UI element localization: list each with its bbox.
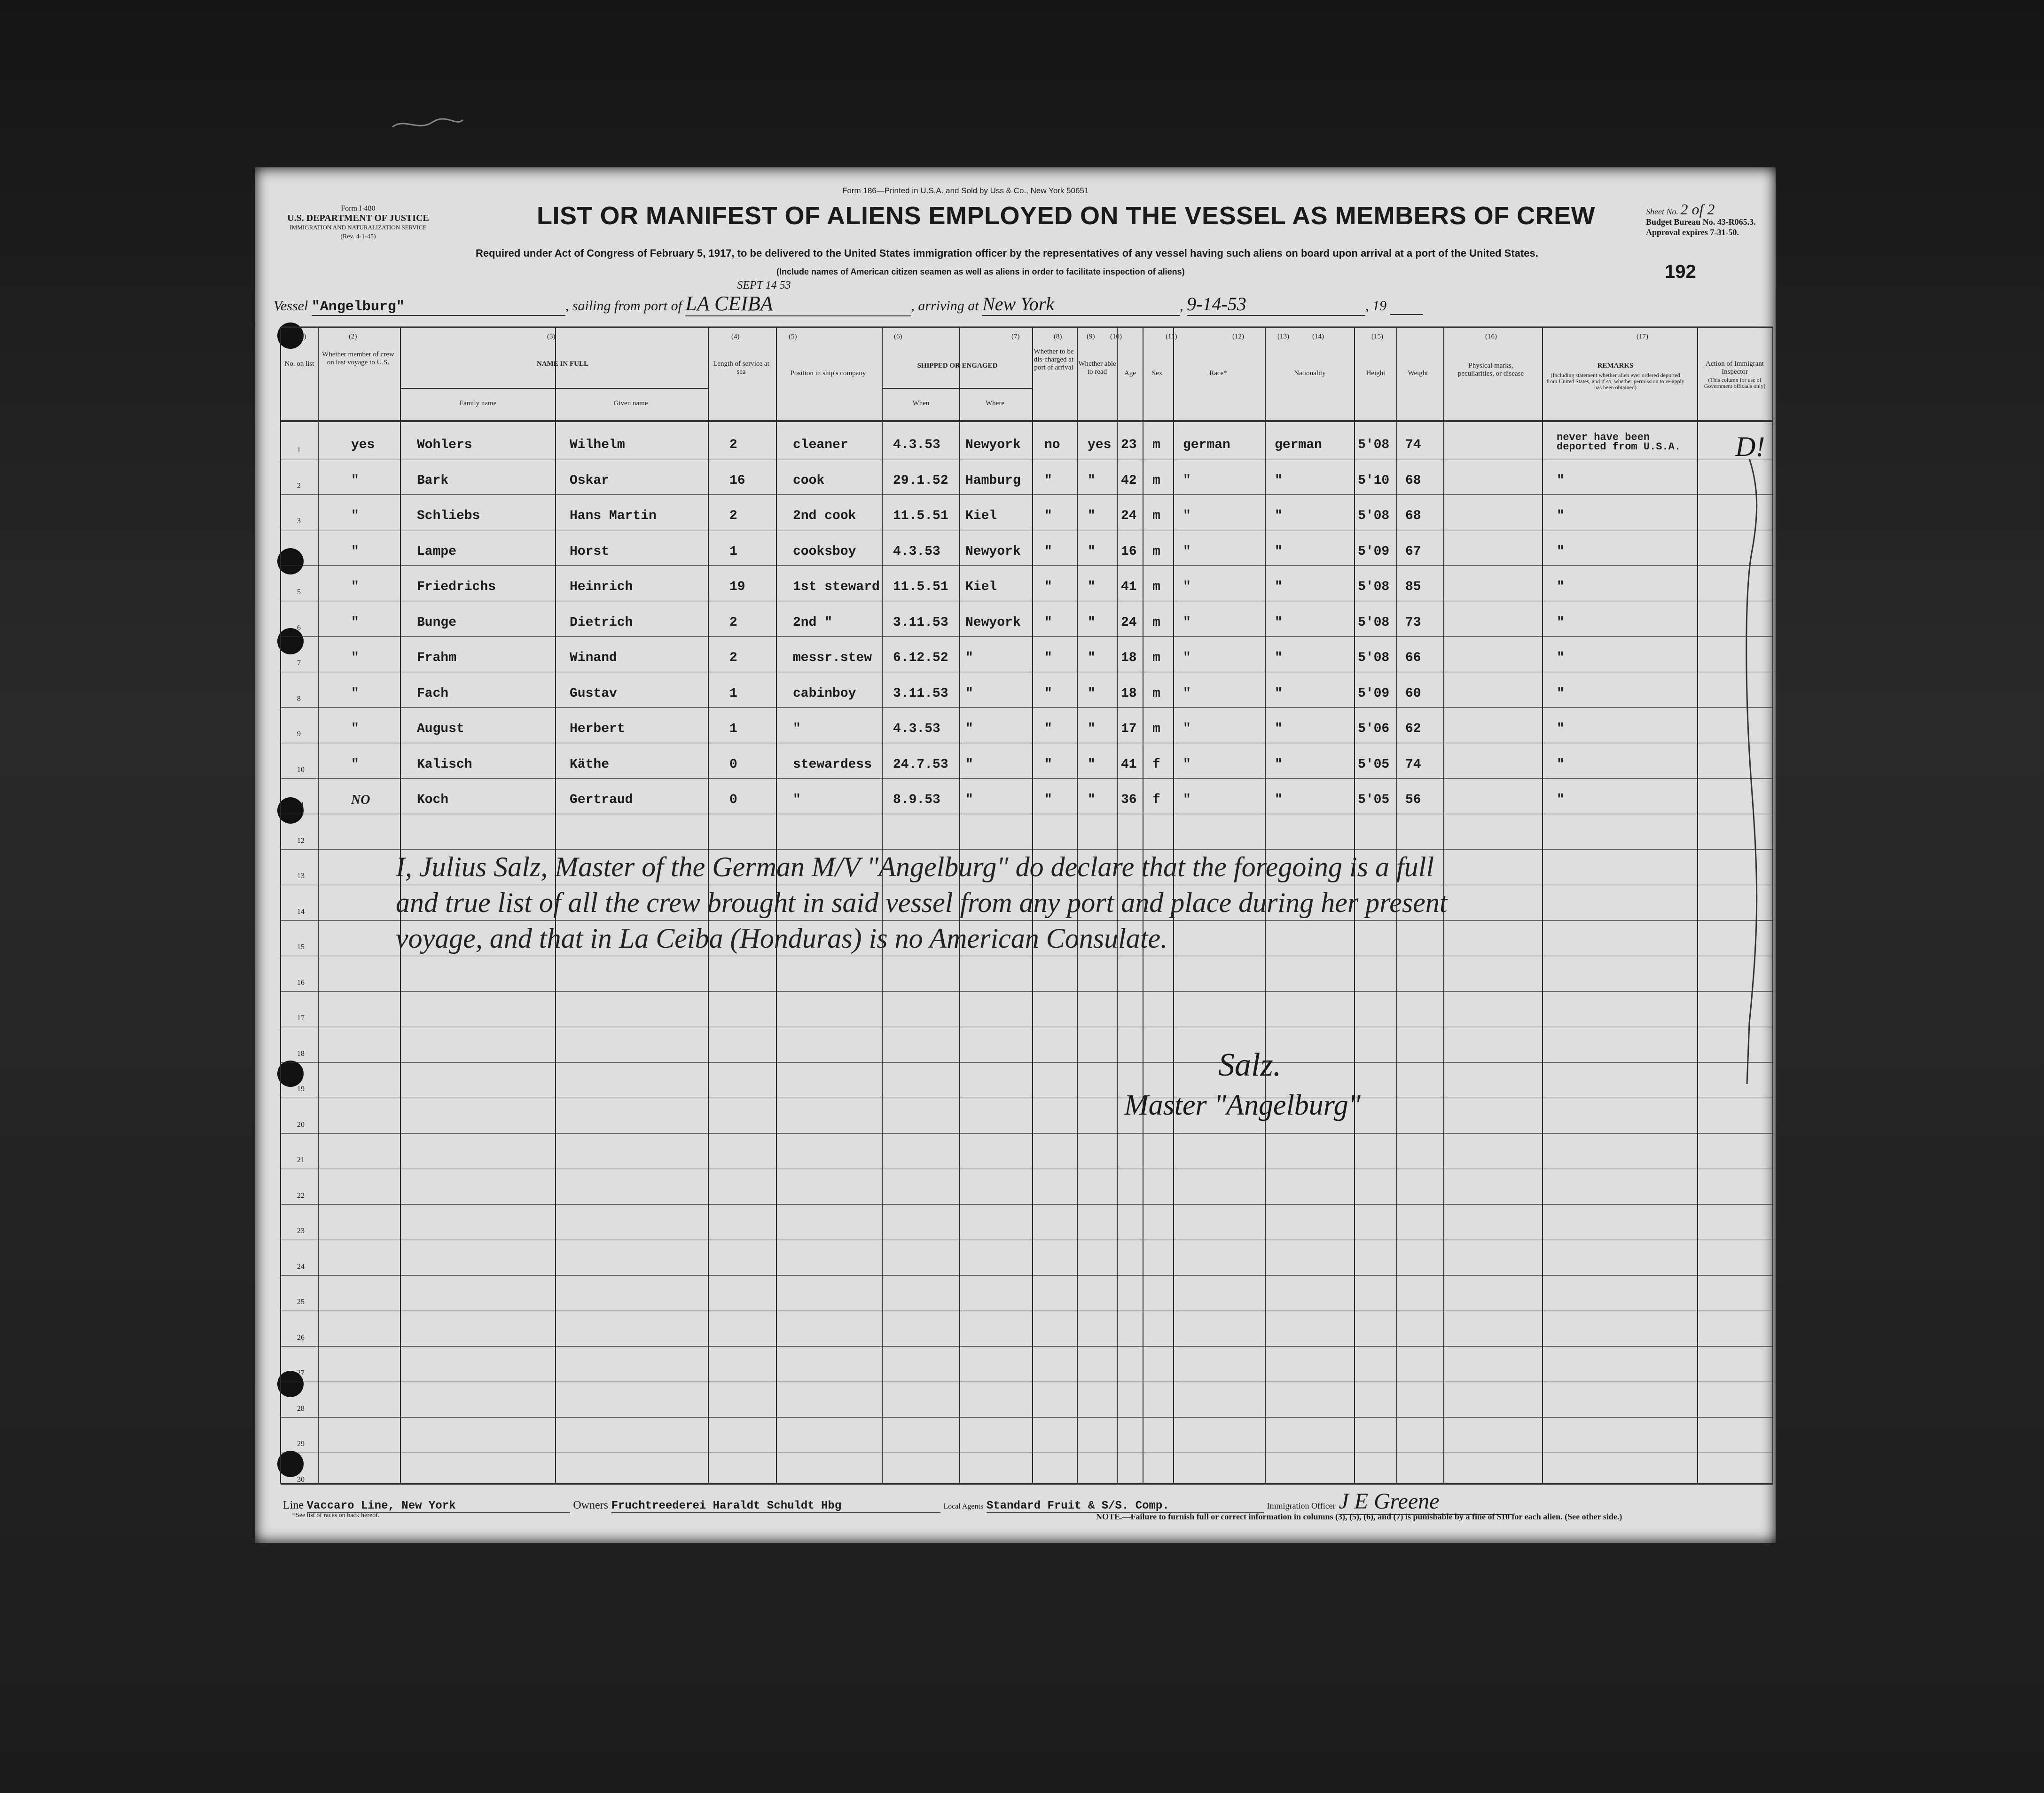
budget-number: Budget Bureau No. 43-R065.3.: [1646, 217, 1756, 227]
page-number: 192: [1665, 261, 1696, 282]
cell-position: cooksboy: [793, 544, 856, 559]
cell-service-length: 2: [729, 615, 737, 630]
race-note: *See list of races on back hereof.: [292, 1512, 380, 1519]
cell-remarks: ": [1557, 544, 1565, 559]
header-height: Height: [1366, 370, 1386, 377]
cell-race: ": [1183, 757, 1191, 772]
cell-age: 42: [1121, 473, 1137, 488]
approval-expiry: Approval expires 7-31-50.: [1646, 228, 1739, 237]
cell-age: 41: [1121, 580, 1137, 594]
cell-family-name: August: [417, 722, 464, 736]
row-number: 6: [297, 623, 301, 632]
header-inspector-action: Action of Immigrant Inspector: [1705, 360, 1764, 376]
cell-weight: 60: [1405, 686, 1421, 701]
cell-age: 36: [1121, 793, 1137, 807]
year-label: 19: [1372, 298, 1387, 314]
col-num-8: (8): [1054, 333, 1062, 340]
cell-sex: f: [1152, 757, 1160, 772]
row-number: 17: [297, 1014, 305, 1022]
manifest-sheet: [255, 167, 1776, 1543]
col-num-2: (2): [349, 333, 357, 340]
row-number: 1: [297, 446, 301, 454]
row-number: 11: [297, 801, 305, 809]
cell-last-voyage: ": [351, 544, 359, 559]
printer-line: Form 186—Printed in U.S.A. and Sold by Uss & Co., New York 50651: [842, 186, 1089, 195]
col-num-11: (11): [1166, 333, 1177, 340]
sheet-label: Sheet No.: [1646, 207, 1678, 216]
col-num-6: (6): [894, 333, 902, 340]
cell-weight: 73: [1405, 615, 1421, 630]
inspector-mark: D!: [1735, 431, 1765, 462]
row-number: 8: [297, 694, 301, 703]
cell-position: cleaner: [793, 438, 848, 452]
cell-able-to-read: ": [1088, 473, 1096, 488]
row-number: 27: [297, 1369, 305, 1377]
cell-shipped-when: 4.3.53: [893, 544, 940, 559]
cell-weight: 66: [1405, 651, 1421, 665]
vessel-line: Vessel "Angelburg" , sailing from port of LA CEIBA SEPT 14 53 , arriving at New York , 9-14-53 , 19: [274, 291, 1423, 316]
cell-height: 5'08: [1358, 651, 1390, 665]
cell-service-length: 1: [729, 722, 737, 736]
cell-weight: 62: [1405, 722, 1421, 736]
cell-height: 5'09: [1358, 686, 1390, 701]
cell-race: ": [1183, 651, 1191, 665]
cell-shipped-where: Newyork: [965, 544, 1021, 559]
row-number: 22: [297, 1191, 305, 1200]
header-remarks-note: (Including statement whether alien ever ordered deported from United States, and if so, whether permission to re-apply has been obtained): [1546, 372, 1684, 391]
cell-shipped-where: Newyork: [965, 438, 1021, 452]
cell-service-length: 2: [729, 651, 737, 665]
row-number: 4: [297, 552, 301, 561]
cell-able-to-read: ": [1088, 509, 1096, 523]
cell-weight: 68: [1405, 473, 1421, 488]
cell-discharged: ": [1044, 580, 1052, 594]
cell-sex: m: [1152, 509, 1160, 523]
cell-able-to-read: ": [1088, 686, 1096, 701]
cell-family-name: Friedrichs: [417, 580, 496, 594]
cell-discharged: ": [1044, 793, 1052, 807]
cell-last-voyage: ": [351, 686, 359, 701]
cell-shipped-where: ": [965, 651, 973, 665]
col-num-17: (17): [1637, 333, 1648, 340]
header-given-name: Given name: [613, 400, 648, 407]
cell-given-name: Gertraud: [570, 793, 633, 807]
owners-label: Owners: [573, 1499, 608, 1511]
arrival-port: New York: [982, 293, 1180, 316]
agents-label: Local Agents: [943, 1502, 984, 1510]
row-number: 12: [297, 836, 305, 845]
stray-pen-mark: [390, 113, 465, 136]
row-number: 19: [297, 1085, 305, 1093]
cell-service-length: 0: [729, 793, 737, 807]
cell-able-to-read: ": [1088, 615, 1096, 630]
col-num-7: (7): [1011, 333, 1020, 340]
cell-race: ": [1183, 580, 1191, 594]
header-inspector-note: (This column for use of Government officials only): [1704, 377, 1766, 389]
row-number: 14: [297, 907, 305, 916]
cell-family-name: Bunge: [417, 615, 457, 630]
cell-weight: 56: [1405, 793, 1421, 807]
cell-family-name: Frahm: [417, 651, 457, 665]
service-name: IMMIGRATION AND NATURALIZATION SERVICE: [290, 224, 427, 231]
cell-shipped-where: ": [965, 793, 973, 807]
cell-shipped-where: ": [965, 722, 973, 736]
cell-height: 5'06: [1358, 722, 1390, 736]
header-weight: Weight: [1408, 370, 1428, 377]
cell-remarks: never have been deported from U.S.A.: [1557, 432, 1681, 453]
cell-last-voyage: ": [351, 473, 359, 488]
header-physical-marks: Physical marks, peculiarities, or disease: [1457, 362, 1524, 377]
department-name: U.S. DEPARTMENT OF JUSTICE: [287, 213, 429, 223]
cell-service-length: 0: [729, 757, 737, 772]
col-num-14: (14): [1312, 333, 1324, 340]
cell-service-length: 2: [729, 509, 737, 523]
row-number: 5: [297, 588, 301, 596]
cell-race: ": [1183, 544, 1191, 559]
cell-age: 23: [1121, 438, 1137, 452]
sailing-label: sailing from port of: [572, 298, 682, 314]
cell-last-voyage: ": [351, 651, 359, 665]
cell-service-length: 1: [729, 544, 737, 559]
cell-given-name: Wilhelm: [570, 438, 625, 452]
cell-nationality: ": [1275, 473, 1283, 488]
cell-able-to-read: ": [1088, 757, 1096, 772]
cell-position: cook: [793, 473, 825, 488]
cell-height: 5'10: [1358, 473, 1390, 488]
row-number: 3: [297, 517, 301, 525]
header-where: Where: [986, 400, 1004, 407]
header-age: Age: [1124, 370, 1136, 377]
cell-last-voyage: NO: [351, 793, 370, 807]
cell-race: ": [1183, 615, 1191, 630]
cell-position: 2nd ": [793, 615, 833, 630]
vessel-label: Vessel: [274, 298, 308, 314]
cell-remarks: ": [1557, 651, 1565, 665]
cell-sex: m: [1152, 722, 1160, 736]
cell-discharged: ": [1044, 473, 1052, 488]
cell-weight: 67: [1405, 544, 1421, 559]
row-number: 9: [297, 730, 301, 738]
cell-discharged: ": [1044, 757, 1052, 772]
cell-shipped-when: 3.11.53: [893, 615, 948, 630]
cell-nationality: german: [1275, 438, 1322, 452]
cell-shipped-where: Kiel: [965, 580, 997, 594]
cell-service-length: 1: [729, 686, 737, 701]
cell-age: 17: [1121, 722, 1137, 736]
cell-given-name: Heinrich: [570, 580, 633, 594]
cell-family-name: Bark: [417, 473, 449, 488]
header-when: When: [912, 400, 930, 407]
row-number: 28: [297, 1404, 305, 1413]
inspector-bracket: [1731, 459, 1768, 1089]
cell-height: 5'09: [1358, 544, 1390, 559]
header-race: Race*: [1209, 370, 1227, 377]
cell-service-length: 16: [729, 473, 745, 488]
subtitle-note: (Include names of American citizen seamen as well as aliens in order to facilitate inspection of aliens): [776, 267, 1185, 276]
cell-race: ": [1183, 473, 1191, 488]
cell-position: cabinboy: [793, 686, 856, 701]
cell-last-voyage: ": [351, 615, 359, 630]
cell-shipped-when: 24.7.53: [893, 757, 948, 772]
cell-shipped-when: 29.1.52: [893, 473, 948, 488]
cell-last-voyage: ": [351, 509, 359, 523]
cell-age: 18: [1121, 686, 1137, 701]
cell-race: ": [1183, 509, 1191, 523]
cell-remarks: ": [1557, 793, 1565, 807]
row-number: 30: [297, 1475, 305, 1484]
cell-nationality: ": [1275, 722, 1283, 736]
line-label: Line: [283, 1499, 304, 1511]
cell-sex: m: [1152, 651, 1160, 665]
cell-height: 5'08: [1358, 580, 1390, 594]
cell-shipped-when: 11.5.51: [893, 580, 948, 594]
row-number: 7: [297, 659, 301, 667]
cell-discharged: ": [1044, 509, 1052, 523]
cell-age: 24: [1121, 615, 1137, 630]
cell-family-name: Koch: [417, 793, 449, 807]
cell-discharged: ": [1044, 722, 1052, 736]
row-number: 15: [297, 943, 305, 951]
master-signature: Salz.: [1218, 1047, 1282, 1083]
arrival-stamp: SEPT 14 53: [737, 279, 791, 291]
col-num-12: (12): [1232, 333, 1244, 340]
cell-able-to-read: ": [1088, 793, 1096, 807]
cell-position: ": [793, 722, 801, 736]
arrival-date: 9-14-53: [1187, 293, 1365, 316]
cell-able-to-read: ": [1088, 544, 1096, 559]
cell-able-to-read: ": [1088, 651, 1096, 665]
cell-family-name: Wohlers: [417, 438, 472, 452]
row-number: 24: [297, 1262, 305, 1271]
cell-position: ": [793, 793, 801, 807]
cell-shipped-where: ": [965, 757, 973, 772]
cell-discharged: ": [1044, 615, 1052, 630]
row-number: 13: [297, 872, 305, 880]
revision: (Rev. 4-1-45): [340, 233, 376, 240]
cell-shipped-when: 4.3.53: [893, 722, 940, 736]
cell-weight: 74: [1405, 438, 1421, 452]
cell-able-to-read: ": [1088, 722, 1096, 736]
cell-last-voyage: ": [351, 722, 359, 736]
cell-remarks: ": [1557, 757, 1565, 772]
cell-sex: m: [1152, 473, 1160, 488]
page-title: LIST OR MANIFEST OF ALIENS EMPLOYED ON THE VESSEL AS MEMBERS OF CREW: [537, 202, 1596, 230]
cell-height: 5'08: [1358, 509, 1390, 523]
cell-nationality: ": [1275, 580, 1283, 594]
row-number: 21: [297, 1156, 305, 1164]
header-discharged: Whether to be dis-charged at port of arrival: [1034, 348, 1074, 371]
col-num-15: (15): [1371, 333, 1383, 340]
cell-weight: 85: [1405, 580, 1421, 594]
row-number: 25: [297, 1298, 305, 1306]
departure-port-value: LA CEIBA: [685, 292, 773, 315]
cell-given-name: Dietrich: [570, 615, 633, 630]
col-num-5: (5): [789, 333, 797, 340]
cell-family-name: Kalisch: [417, 757, 472, 772]
cell-nationality: ": [1275, 686, 1283, 701]
cell-last-voyage: ": [351, 580, 359, 594]
row-number: 16: [297, 978, 305, 987]
cell-last-voyage: yes: [351, 438, 375, 452]
cell-sex: m: [1152, 438, 1160, 452]
row-number: 20: [297, 1120, 305, 1129]
col-num-9: (9): [1087, 333, 1095, 340]
cell-remarks: ": [1557, 615, 1565, 630]
row-number: 10: [297, 765, 305, 774]
penalty-note: NOTE.—Failure to furnish full or correct information in columns (3), (5), (6), and (7) is punishable by a fine of $10 for each alien. (See other side.): [1096, 1512, 1622, 1521]
cell-remarks: ": [1557, 473, 1565, 488]
col-num-4: (4): [731, 333, 740, 340]
cell-age: 18: [1121, 651, 1137, 665]
cell-nationality: ": [1275, 509, 1283, 523]
owners-value: Fruchtreederei Haraldt Schuldt Hbg: [611, 1500, 940, 1513]
cell-given-name: Hans Martin: [570, 509, 657, 523]
form-id: Form I-480: [341, 204, 376, 212]
cell-nationality: ": [1275, 615, 1283, 630]
line-value: Vaccaro Line, New York: [307, 1500, 570, 1513]
cell-able-to-read: ": [1088, 580, 1096, 594]
cell-family-name: Lampe: [417, 544, 457, 559]
col-num-3: (3): [547, 333, 556, 340]
cell-race: ": [1183, 793, 1191, 807]
cell-age: 41: [1121, 757, 1137, 772]
cell-sex: m: [1152, 544, 1160, 559]
cell-position: messr.stew: [793, 651, 872, 665]
row-number: 23: [297, 1227, 305, 1235]
cell-position: 1st steward: [793, 580, 880, 594]
cell-shipped-where: Kiel: [965, 509, 997, 523]
cell-height: 5'08: [1358, 615, 1390, 630]
cell-shipped-when: 4.3.53: [893, 438, 940, 452]
cell-race: ": [1183, 722, 1191, 736]
cell-weight: 68: [1405, 509, 1421, 523]
vessel-name: "Angelburg": [312, 299, 565, 316]
cell-remarks: ": [1557, 509, 1565, 523]
cell-height: 5'05: [1358, 757, 1390, 772]
subtitle: Required under Act of Congress of February 5, 1917, to be delivered to the United States immigration officer by the representatives of any vessel having such aliens on board upon arrival at a port of the United States.: [476, 247, 1538, 259]
cell-age: 16: [1121, 544, 1137, 559]
cell-weight: 74: [1405, 757, 1421, 772]
col-num-10: (10): [1110, 333, 1122, 340]
cell-height: 5'05: [1358, 793, 1390, 807]
cell-sex: f: [1152, 793, 1160, 807]
cell-remarks: ": [1557, 722, 1565, 736]
cell-able-to-read: yes: [1088, 438, 1112, 452]
header-family-name: Family name: [459, 400, 497, 407]
header-last-voyage: Whether member of crew on last voyage to U.S.: [322, 351, 394, 366]
header-position: Position in ship's company: [790, 370, 866, 377]
header-service-length: Length of service at sea: [713, 360, 769, 376]
cell-shipped-when: 3.11.53: [893, 686, 948, 701]
header-sex: Sex: [1151, 370, 1163, 377]
header-remarks: REMARKS: [1597, 362, 1634, 370]
cell-discharged: ": [1044, 686, 1052, 701]
header-nationality: Nationality: [1294, 370, 1326, 377]
cell-last-voyage: ": [351, 757, 359, 772]
header-no-on-list: No. on list: [284, 360, 314, 368]
cell-race: german: [1183, 438, 1230, 452]
col-num-13: (13): [1277, 333, 1289, 340]
cell-shipped-when: 11.5.51: [893, 509, 948, 523]
cell-height: 5'08: [1358, 438, 1390, 452]
col-num-1: (1): [298, 333, 306, 340]
cell-discharged: ": [1044, 544, 1052, 559]
cell-sex: m: [1152, 615, 1160, 630]
cell-shipped-when: 8.9.53: [893, 793, 940, 807]
cell-family-name: Schliebs: [417, 509, 480, 523]
agents-value: Standard Fruit & S/S. Comp.: [987, 1500, 1264, 1513]
cell-shipped-when: 6.12.52: [893, 651, 948, 665]
cell-position: 2nd cook: [793, 509, 856, 523]
officer-signature: J E Greene: [1339, 1488, 1512, 1515]
header-shipped: SHIPPED OR ENGAGED: [917, 362, 998, 370]
header-able-to-read: Whether able to read: [1078, 360, 1116, 376]
cell-nationality: ": [1275, 544, 1283, 559]
cell-family-name: Fach: [417, 686, 449, 701]
cell-nationality: ": [1275, 651, 1283, 665]
cell-discharged: ": [1044, 651, 1052, 665]
master-title: Master "Angelburg": [1124, 1089, 1361, 1121]
master-declaration: I, Julius Salz, Master of the German M/V "Angelburg" do declare that the foregoing is a full and true list of all the crew brought in said vessel from any port and place during her present voyage, and that in La Ceiba (Honduras) is no American Consulate.: [396, 851, 1448, 954]
cell-race: ": [1183, 686, 1191, 701]
sheet-value: 2 of 2: [1680, 201, 1715, 218]
cell-position: stewardess: [793, 757, 872, 772]
row-number: 18: [297, 1049, 305, 1058]
cell-sex: m: [1152, 580, 1160, 594]
row-number: 29: [297, 1440, 305, 1448]
cell-remarks: ": [1557, 686, 1565, 701]
cell-given-name: Käthe: [570, 757, 610, 772]
cell-given-name: Oskar: [570, 473, 610, 488]
cell-remarks: ": [1557, 580, 1565, 594]
row-number: 26: [297, 1333, 305, 1342]
officer-label: Immigration Officer: [1267, 1501, 1336, 1510]
cell-discharged: no: [1044, 438, 1060, 452]
cell-given-name: Horst: [570, 544, 610, 559]
arriving-label: arriving at: [918, 298, 979, 314]
cell-given-name: Gustav: [570, 686, 617, 701]
cell-shipped-where: ": [965, 686, 973, 701]
cell-age: 24: [1121, 509, 1137, 523]
cell-given-name: Winand: [570, 651, 617, 665]
row-number: 2: [297, 481, 301, 490]
header-name-in-full: NAME IN FULL: [536, 360, 588, 368]
cell-service-length: 19: [729, 580, 745, 594]
cell-nationality: ": [1275, 793, 1283, 807]
cell-sex: m: [1152, 686, 1160, 701]
cell-given-name: Herbert: [570, 722, 625, 736]
footer: [283, 1488, 1512, 1515]
cell-nationality: ": [1275, 757, 1283, 772]
cell-shipped-where: Newyork: [965, 615, 1021, 630]
cell-shipped-where: Hamburg: [965, 473, 1021, 488]
col-num-16: (16): [1485, 333, 1497, 340]
cell-service-length: 2: [729, 438, 737, 452]
